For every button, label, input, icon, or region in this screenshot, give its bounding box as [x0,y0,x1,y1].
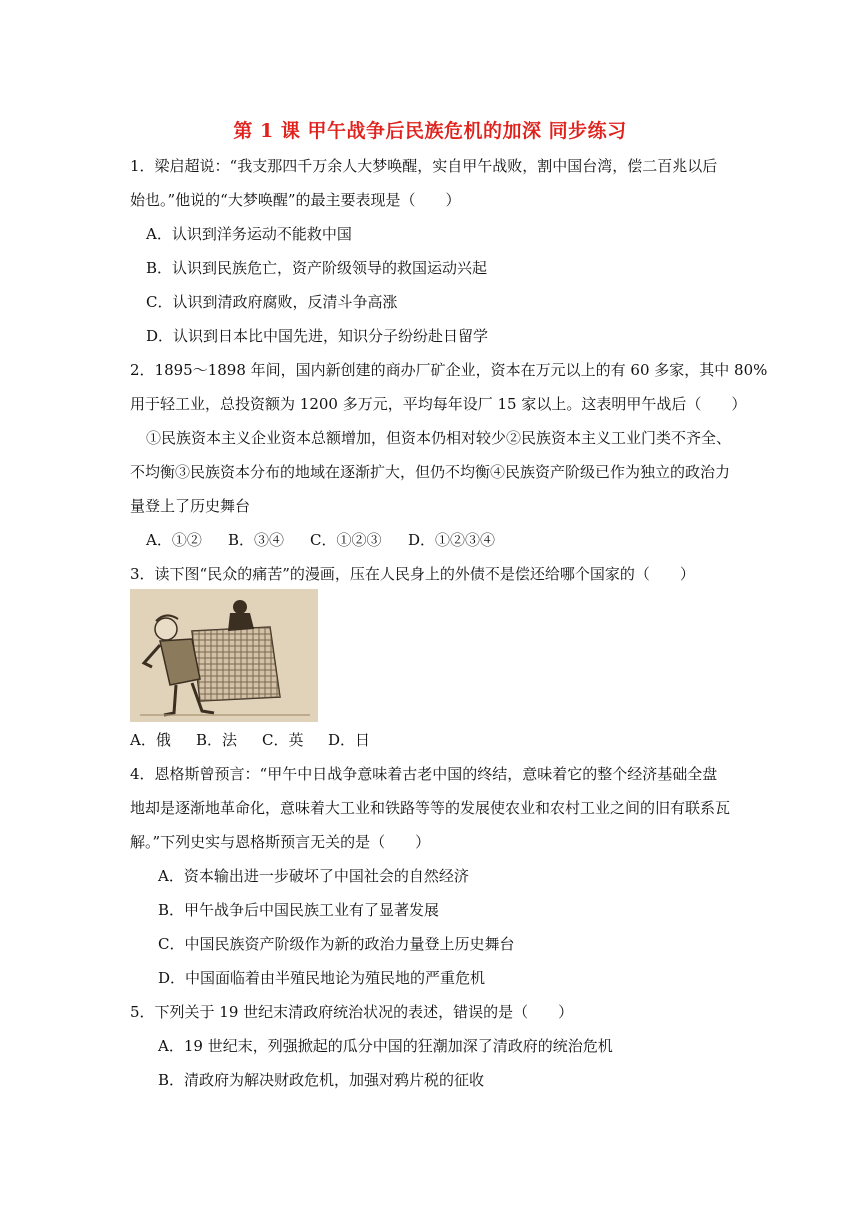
q3-option-d: D．日 [328,731,371,749]
cartoon-image [130,589,318,722]
q2-stem-line-3: ①民族资本主义企业资本总额增加，但资本仍相对较少②民族资本主义工业门类不齐全、 [146,429,732,447]
q4-option-c: C．中国民族资产阶级作为新的政治力量登上历史舞台 [158,935,515,953]
q1-option-b: B．认识到民族危亡，资产阶级领导的救国运动兴起 [146,259,488,277]
q2-stem-line-2: 用于轻工业，总投资额为 1200 多万元，平均每年设厂 15 家以上。这表明甲午战后（ ） [130,395,747,413]
q2-stem-line-1: 2．1895～1898 年间，国内新创建的商办厂矿企业，资本在万元以上的有 60 多家，其中 80% [130,361,768,379]
q3-option-a: A．俄 [130,731,171,749]
q1-stem-line-2: 始也。”他说的“大梦唤醒”的最主要表现是（ ） [130,191,461,209]
q3-option-b: B．法 [196,731,238,749]
q1-option-c: C．认识到清政府腐败，反清斗争高涨 [146,293,398,311]
q3-option-c: C．英 [262,731,304,749]
q2-option-a: A．①② [146,531,202,549]
q1-option-a: A．认识到洋务运动不能救中国 [146,225,352,243]
q3-stem-line-1: 3．读下图“民众的痛苦”的漫画，压在人民身上的外债不是偿还给哪个国家的（ ） [130,565,695,583]
q2-option-c: C．①②③ [310,531,382,549]
q4-option-b: B．甲午战争后中国民族工业有了显著发展 [158,901,440,919]
q3-options [130,730,370,750]
q1-stem-line-1: 1．梁启超说：“我支那四千万余人大梦唤醒，实自甲午战败，割中国台湾，偿二百兆以后 [130,157,718,175]
q1-option-d: D．认识到日本比中国先进，知识分子纷纷赴日留学 [146,327,489,345]
page-title: 第 1 课 甲午战争后民族危机的加深 同步练习 [233,120,627,142]
q2-stem-line-4: 不均衡③民族资本分布的地域在逐渐扩大，但仍不均衡④民族资产阶级已作为独立的政治力 [130,463,731,481]
q4-option-d: D．中国面临着由半殖民地论为殖民地的严重危机 [158,969,486,987]
q5-stem-line-1: 5．下列关于 19 世纪末清政府统治状况的表述，错误的是（ ） [130,1003,574,1021]
q2-stem-line-5: 量登上了历史舞台 [130,497,251,515]
q2-options [146,530,495,550]
q2-option-b: B．③④ [228,531,285,549]
q4-stem-line-2: 地却是逐渐地革命化，意味着大工业和铁路等等的发展使农业和农村工业之间的旧有联系瓦 [130,799,731,817]
q5-option-b: B．清政府为解决财政危机，加强对鸦片税的征收 [158,1071,485,1089]
q4-stem-line-1: 4．恩格斯曾预言：“甲午中日战争意味着古老中国的终结，意味着它的整个经济基础全盘 [130,765,718,783]
q4-option-a: A．资本输出进一步破坏了中国社会的自然经济 [158,867,469,885]
q4-stem-line-3: 解。”下列史实与恩格斯预言无关的是（ ） [130,833,431,851]
q5-option-a: A．19 世纪末，列强掀起的瓜分中国的狂潮加深了清政府的统治危机 [158,1037,613,1055]
q2-option-d: D．①②③④ [408,531,496,549]
